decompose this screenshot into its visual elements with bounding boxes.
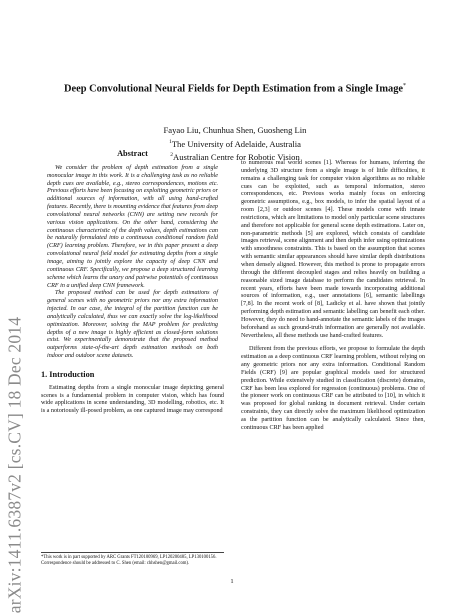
arxiv-stamp [4,150,26,613]
abstract-paragraph-1: We consider the problem of depth estimation from a single monocular image in this work. It is a challenging task as no reliable depth cues are available, e.g., stereo correspondences, motions etc. Previous efforts have been focusing on exploiting geometric priors or additional sources of information, with all using hand-crafted features. Recently, there is mounting evidence that features from deep convolutional neural networks (CNN) are setting new records for various vision applications. On the other hand, considering the continuous characteristic of the depth values, depth estimations can be naturally formulated into a continuous conditional random field (CRF) learning problem. Therefore, we in this paper present a deep convolutional neural field model for estimating depths from a single image, aiming to jointly explore the capacity of deep CNN and continuous CRF. Specifically, we propose a deep structured learning scheme which learns the unary and pairwise potentials of continuous CRF in a unified deep CNN framework. [47,164,218,289]
page-number: 1 [230,578,234,585]
paper-title-text: Deep Convolutional Neural Fields for Depth Estimation from a Single Image [63,83,404,95]
title-footnote-mark: * [403,83,407,89]
author-names [30,125,440,137]
abstract-paragraph-2: The proposed method can be used for depth estimations of general scenes with no geometric priors nor any extra information injected. In our case, the integral of the partition function can be analytically calculated, thus we can exactly solve the log-likelihood optimization. Moreover, solving the MAP problem for predicting depths of a new image is highly efficient as closed-form solutions exist. We experimentally demonstrate that the proposed method outperforms state-of-the-art depth estimation methods on both indoor and outdoor scene datasets. [47,290,218,360]
affiliation-2-text: Australian Centre for Robotic Vision [172,151,300,162]
intro-paragraph-1: Estimating depths from a single monocular image depicting general scenes is a fundamental problem in computer vision, which has found wide applications in scene understanding, 3D modelling, robotics, etc. It is a notoriously ill-posed problem, as one captured image may correspond [41,384,224,415]
left-column [41,150,224,416]
right-paragraph-2: Different from the previous efforts, we propose to formulate the depth estimation as a deep continuous CRF learning problem, without relying on any geometric priors nor any extra information. Conditional Random Fields (CRF) [9] are popular graphical models used for structured prediction. While extensively studied in classification (discrete) domains, CRF has been less explored for regression (continuous) problems. One of the pioneer work on continuous CRF can be attributed to [10], in which it was proposed for global ranking in document retrieval. Under certain constraints, they can directly solve the maximum likelihood optimization as the partition function can be analytically calculated. Since then, continuous CRF has been applied [241,346,425,431]
right-column [241,160,425,433]
intro-heading: 1. Introduction [41,369,95,379]
affiliation-1: $^1$The University of Adelaide, Australia [169,138,301,149]
affiliation-1-text: The University of Adelaide, Australia [171,138,301,149]
abstract-heading: Abstract [117,149,148,158]
footnote: *This work is in part supported by ARC Grants FT120100969, LP120200485, LP130100156. Correspondence should be addressed to C. Shen (email: chhshen@gmail.com). [41,552,224,567]
affiliation-2: $^2$Australian Centre for Robotic Vision [170,151,300,162]
right-paragraph-1: to numerous real world scenes [1]. Whereas for humans, inferring the underlying 3D structure from a single image is of little difficulties, it remains a challenging task for computer vision algorithms as no reliable cues can be exploited, such as temporal information, stereo correspondences, etc. Previous works mainly focus on enforcing geometric assumptions, e.g., box models, to infer the spatial layout of a room [2,3] or outdoor scenes [4]. These models come with innate restrictions, which are limitations to model only particular scene structures and therefore not applicable for general scene depth estimations. Later on, non-parametric methods [5] are explored, which consists of candidate images retrieval, scene alignment and then depth infer using optimizations with smoothness constraints. This is based on the assumption that scenes with semantic similar appearances should have similar depth distributions when densely aligned. However, this method is prone to propagate errors through the different decoupled stages and relies heavily on building a reasonable sized image database to perform the candidates retrieval. In recent years, efforts have been made towards incorporating additional sources of information, e.g., user annotations [6], semantic labellings [7,8]. In the recent work of [8], Ladicky et al. have shown that jointly performing depth estimation and semantic labelling can benefit each other. However, they do need to hand-annotate the semantic labels of the images beforehand as such ground-truth information are generally not available. Nevertheless, all these methods use hand-crafted features. [241,160,425,339]
abstract-body [41,165,224,361]
paper-title [30,83,440,94]
arxiv-stamp-text: arXiv:1411.6387v2 [cs.CV] 18 Dec 2014 [4,316,25,613]
author-list: Fayao Liu, Chunhua Shen, Guosheng Lin [163,125,307,135]
